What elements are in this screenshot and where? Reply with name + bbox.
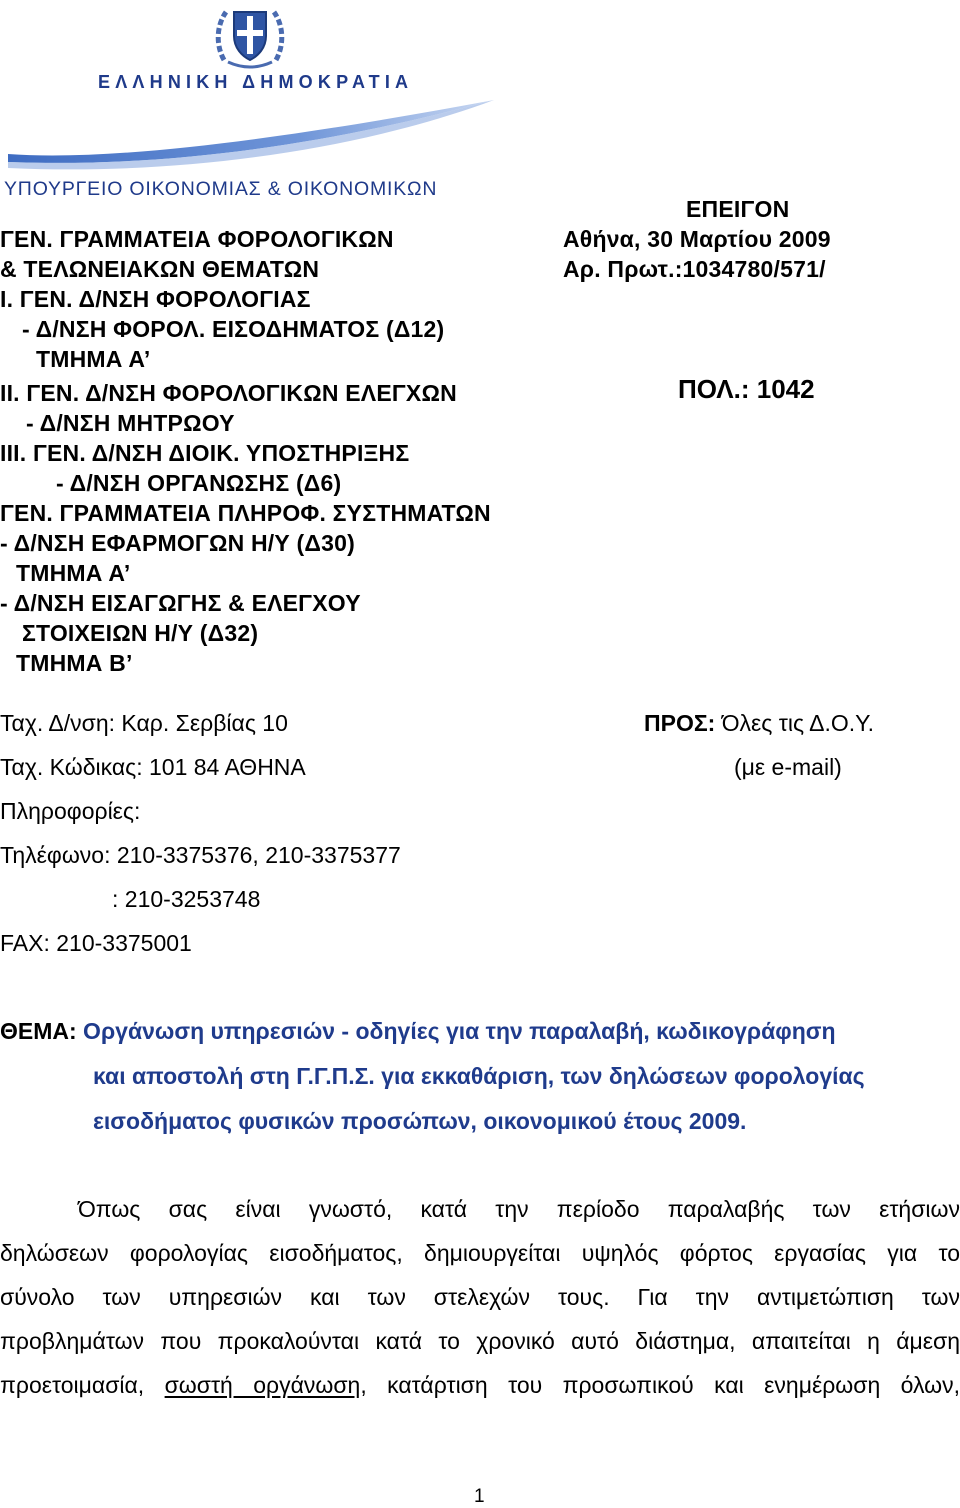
department-line: ΤΜΗΜΑ Β’ xyxy=(16,650,133,676)
postcode-line: Ταχ. Κώδικας: 101 84 ΑΘΗΝΑ xyxy=(0,754,306,780)
recipient-label: ΠΡΟΣ: xyxy=(644,710,716,736)
body-text-segment: , κατάρτιση του προσωπικού και ενημέρωση όλων, xyxy=(360,1372,960,1398)
department-line: ΣΤΟΙΧΕΙΩΝ Η/Υ (Δ32) xyxy=(22,620,259,646)
department-line: - Δ/ΝΣΗ ΟΡΓΑΝΩΣΗΣ (Δ6) xyxy=(56,470,342,496)
department-line: ΙΙΙ. ΓΕΝ. Δ/ΝΣΗ ΔΙΟΙΚ. ΥΠΟΣΤΗΡΙΞΗΣ xyxy=(0,440,410,466)
ministry-text: ΥΠΟΥΡΓΕΙΟ ΟΙΚΟΝΟΜΙΑΣ & ΟΙΚΟΝΟΜΙΚΩΝ xyxy=(4,178,438,200)
subject-label: ΘΕΜΑ: xyxy=(0,1018,77,1044)
page-number: 1 xyxy=(474,1486,485,1507)
recipient xyxy=(644,710,874,737)
body-line: προβλημάτων που προκαλούνται κατά το χρονικό αυτό διάστημα, απαιτείται η άμεση xyxy=(0,1328,960,1354)
department-line: ΓΕΝ. ΓΡΑΜΜΑΤΕΙΑ ΦΟΡΟΛΟΓΙΚΩΝ xyxy=(0,226,394,252)
underlined-phrase: σωστή οργάνωση xyxy=(164,1372,361,1398)
subject-line: και αποστολή στη Γ.Γ.Π.Σ. για εκκαθάριση, των δηλώσεων φορολογίας xyxy=(93,1063,865,1089)
body-line: δηλώσεων φορολογίας εισοδήματος, δημιουργείται υψηλός φόρτος εργασίας για το xyxy=(0,1240,960,1266)
country-text: ΕΛΛΗΝΙΚΗ ΔΗΜΟΚΡΑΤΙΑ xyxy=(98,72,414,92)
department-line: - Δ/ΝΣΗ ΕΦΑΡΜΟΓΩΝ Η/Υ (Δ30) xyxy=(0,530,355,556)
recipient-via: (με e-mail) xyxy=(734,754,842,780)
recipient-value: Όλες τις Δ.Ο.Υ. xyxy=(715,710,874,736)
subject-text: Οργάνωση υπηρεσιών - οδηγίες για την παραλαβή, κωδικογράφηση xyxy=(76,1018,836,1044)
body-line: Όπως σας είναι γνωστό, κατά την περίοδο παραλαβής των ετήσιων xyxy=(78,1196,960,1222)
body-text-segment: προετοιμασία, xyxy=(0,1372,165,1398)
greek-coat-of-arms-icon xyxy=(214,2,286,70)
document-date: Αθήνα, 30 Μαρτίου 2009 xyxy=(563,226,831,252)
protocol-number: Αρ. Πρωτ.:1034780/571/ xyxy=(563,256,826,282)
phone-line: Τηλέφωνο: 210-3375376, 210-3375377 xyxy=(0,842,401,868)
body-line: σύνολο των υπηρεσιών και των στελεχών τους. Για την αντιμετώπιση των xyxy=(0,1284,960,1310)
pol-number: ΠΟΛ.: 1042 xyxy=(678,374,815,404)
department-line: & ΤΕΛΩΝΕΙΑΚΩΝ ΘΕΜΑΤΩΝ xyxy=(0,256,320,282)
department-line: - Δ/ΝΣΗ ΦΟΡΟΛ. ΕΙΣΟΔΗΜΑΤΟΣ (Δ12) xyxy=(22,316,445,342)
department-line: ΤΜΗΜΑ Α’ xyxy=(16,560,131,586)
department-line: - Δ/ΝΣΗ ΜΗΤΡΩΟΥ xyxy=(26,410,235,436)
logo-swoosh xyxy=(0,96,500,176)
department-line: Ι. ΓΕΝ. Δ/ΝΣΗ ΦΟΡΟΛΟΓΙΑΣ xyxy=(0,286,311,312)
subject-line: εισοδήματος φυσικών προσώπων, οικονομικού έτους 2009. xyxy=(93,1108,747,1134)
info-label: Πληροφορίες: xyxy=(0,798,141,824)
subject-line xyxy=(0,1018,836,1045)
department-line: ΓΕΝ. ΓΡΑΜΜΑΤΕΙΑ ΠΛΗΡΟΦ. ΣΥΣΤΗΜΑΤΩΝ xyxy=(0,500,491,526)
urgent-label: ΕΠΕΙΓΟΝ xyxy=(686,196,790,222)
address-line: Ταχ. Δ/νση: Καρ. Σερβίας 10 xyxy=(0,710,288,736)
department-line: ΙΙ. ΓΕΝ. Δ/ΝΣΗ ΦΟΡΟΛΟΓΙΚΩΝ ΕΛΕΓΧΩΝ xyxy=(0,380,457,406)
body-line xyxy=(0,1372,960,1399)
fax-line: FAX: 210-3375001 xyxy=(0,930,192,956)
department-line: ΤΜΗΜΑ Α’ xyxy=(36,346,151,372)
phone2-line: : 210-3253748 xyxy=(112,886,261,912)
department-line: - Δ/ΝΣΗ ΕΙΣΑΓΩΓΗΣ & ΕΛΕΓΧΟΥ xyxy=(0,590,361,616)
